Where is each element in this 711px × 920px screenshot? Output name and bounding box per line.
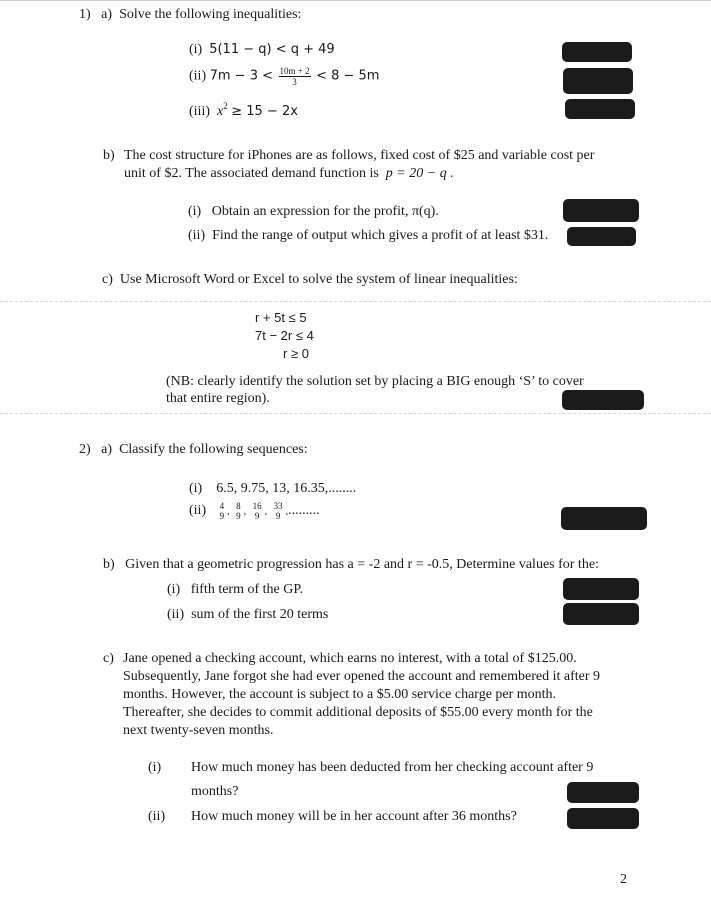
q2b-heading (103, 557, 599, 573)
redaction-bar (567, 782, 639, 803)
term-2-denominator: 9 (236, 511, 241, 521)
q1b-line1: The cost structure for iPhones are as follows, fixed cost of $25 and variable cost per (124, 148, 595, 163)
q2a-i-number: (i) (189, 481, 203, 496)
sequence-term-1 (219, 501, 226, 521)
q1a-ii-rhs: < 8 − 5m (316, 68, 380, 84)
q1a-ii-lhs: 7m − 3 < (209, 68, 273, 84)
q1b-item-i (188, 204, 439, 220)
term-3-numerator: 16 (252, 501, 262, 511)
q1c-prompt: Use Microsoft Word or Excel to solve the system of linear inequalities: (119, 272, 518, 287)
q1a-ii-number: (ii) (189, 68, 207, 84)
q1b-demand-function: p = 20 − q . (385, 166, 454, 181)
q2b-item-i (167, 582, 303, 598)
q1b-i-text: Obtain an expression for the profit, π(q). (211, 204, 439, 219)
term-separator: , (243, 506, 247, 518)
q2a-item-ii (189, 501, 320, 521)
q2c-ii-text: How much money will be in her account after 36 months? (191, 809, 517, 824)
q1c-inequality-1: r + 5t ≤ 5 (255, 310, 307, 325)
q1-heading (79, 7, 301, 23)
q2c-line4: Thereafter, she decides to commit additional deposits of $55.00 every month for the (123, 705, 593, 720)
redaction-bar (563, 603, 639, 625)
redaction-bar (563, 199, 639, 222)
q1a-item-iii (189, 101, 298, 120)
q1-number: 1) (79, 7, 91, 22)
page-top-border (0, 0, 711, 1)
sequence-tail: ......... (288, 503, 320, 519)
redaction-bar (567, 808, 639, 829)
q1b-line2 (124, 166, 454, 182)
term-1-denominator: 9 (219, 511, 225, 521)
q2a-i-sequence: 6.5, 9.75, 13, 16.35,........ (216, 481, 357, 496)
redaction-bar (561, 507, 647, 530)
q1c-note-line2: that entire region). (166, 391, 270, 406)
q2b-ii-text: sum of the first 20 terms (191, 607, 329, 622)
q1b-label: b) (103, 148, 115, 163)
page-divider (0, 413, 711, 414)
q2-heading (79, 442, 308, 458)
q2b-i-number: (i) (167, 582, 181, 597)
q1a-prompt: Solve the following inequalities: (119, 7, 302, 22)
q2b-item-ii (167, 607, 328, 623)
term-separator: , (285, 506, 289, 518)
q2c-label: c) (103, 651, 114, 666)
q1a-ii-fraction (279, 66, 311, 87)
term-4-numerator: 33 (273, 501, 283, 511)
q1a-item-ii (189, 66, 379, 87)
q2c-ii-number: (ii) (148, 809, 166, 824)
page-number: 2 (620, 872, 627, 887)
redaction-bar (563, 578, 639, 600)
q2b-i-text: fifth term of the GP. (190, 582, 304, 597)
q2b-label: b) (103, 557, 115, 572)
q2b-ii-number: (ii) (167, 607, 185, 622)
redaction-bar (563, 68, 633, 94)
q2c-i-number: (i) (148, 760, 162, 775)
q1c-heading (102, 272, 518, 288)
q1b-line2-text: unit of $2. The associated demand function is (124, 166, 379, 181)
q2c-line2: Subsequently, Jane forgot she had ever opened the account and remembered it after 9 (123, 669, 600, 684)
q1c-note-line1: (NB: clearly identify the solution set by placing a BIG enough ‘S’ to cover (166, 374, 584, 389)
q2a-item-i (189, 481, 356, 497)
q1a-i-expression: 5(11 − q) < q + 49 (209, 42, 335, 57)
term-1-numerator: 4 (219, 501, 225, 511)
term-separator: , (227, 506, 230, 518)
term-4-denominator: 9 (275, 511, 281, 521)
page-divider (0, 301, 711, 302)
q1a-ii-fraction-numerator: 10m + 2 (279, 66, 310, 76)
q1b-i-number: (i) (188, 204, 202, 219)
q1a-iii-rest: ≥ 15 − 2x (231, 104, 298, 119)
sequence-term-3 (252, 501, 263, 521)
q1a-ii-fraction-denominator: 3 (292, 77, 297, 87)
q2a-label: a) (101, 442, 113, 457)
q2c-line5: next twenty-seven months. (123, 723, 274, 738)
q1b-ii-text: Find the range of output which gives a profit of at least $31. (212, 228, 549, 243)
redaction-bar (562, 390, 644, 410)
q1a-label: a) (101, 7, 113, 22)
q2c-i-text-line1: How much money has been deducted from her checking account after 9 (191, 760, 594, 775)
q1a-i-number: (i) (189, 42, 203, 57)
q1b-item-ii (188, 228, 548, 244)
q2c-line1: Jane opened a checking account, which earns no interest, with a total of $125.00. (123, 651, 577, 666)
q2a-prompt: Classify the following sequences: (119, 442, 308, 457)
sequence-term-2 (235, 501, 242, 521)
q1a-iii-number: (iii) (189, 104, 210, 119)
term-separator: , (264, 506, 268, 518)
q2c-line3: months. However, the account is subject to a $5.00 service charge per month. (123, 687, 557, 702)
q2a-ii-number: (ii) (189, 503, 207, 519)
sequence-term-4 (273, 501, 284, 521)
q1b-ii-number: (ii) (188, 228, 206, 243)
q1a-iii-base: x (217, 104, 224, 119)
q2c-i-text-line2: months? (191, 784, 239, 799)
redaction-bar (562, 42, 632, 62)
q1c-label: c) (102, 272, 113, 287)
q1c-inequality-3: r ≥ 0 (283, 346, 309, 361)
q2-number: 2) (79, 442, 91, 457)
term-2-numerator: 8 (236, 501, 241, 511)
q2b-prompt: Given that a geometric progression has a = -2 and r = -0.5, Determine values for the: (125, 557, 599, 572)
redaction-bar (567, 227, 636, 246)
term-3-denominator: 9 (254, 511, 260, 521)
q1a-iii-exponent: 2 (223, 101, 228, 111)
q1a-item-i (189, 42, 335, 58)
redaction-bar (565, 99, 635, 119)
q1c-inequality-2: 7t − 2r ≤ 4 (255, 328, 314, 343)
